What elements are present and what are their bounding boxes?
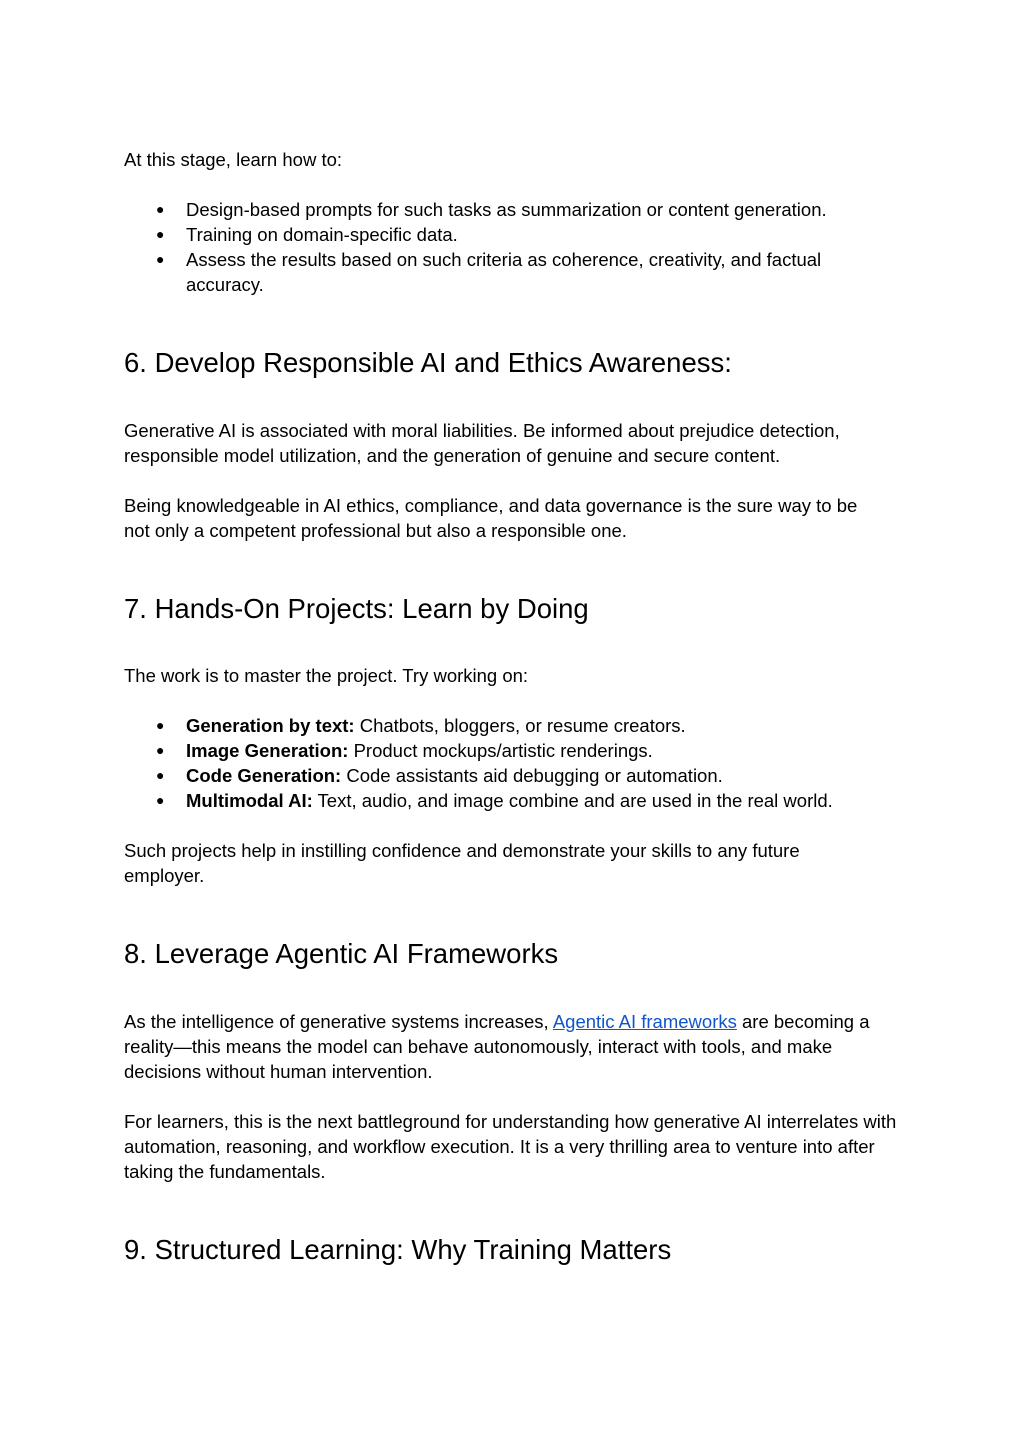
list-item: ● Assess the results based on such criteria as coherence, creativity, and factual accuracy. (156, 249, 822, 295)
section-7-outro: Such projects help in instilling confidence and demonstrate your skills to any future employer. (124, 840, 800, 886)
intro-text: At this stage, learn how to: (124, 149, 343, 170)
section-7-intro: The work is to master the project. Try working on: (124, 665, 529, 686)
section-8-heading: 8. Leverage Agentic AI Frameworks (124, 938, 559, 969)
bullet-icon: ● (156, 201, 165, 217)
bullet-icon: ● (156, 717, 165, 733)
list-item: ● Code Generation: Code assistants aid debugging or automation. (156, 765, 723, 786)
list-item: ● Training on domain-specific data. (156, 224, 458, 245)
list-item: ● Generation by text: Chatbots, bloggers, or resume creators. (156, 715, 686, 736)
section-7-heading: 7. Hands-On Projects: Learn by Doing (124, 593, 589, 624)
bullet-label: Image Generation: (186, 740, 349, 761)
bullet-icon: ● (156, 767, 165, 783)
intro-bullet-list (124, 197, 894, 297)
project-bullet-list (124, 713, 894, 813)
list-item: ● Design-based prompts for such tasks as summarization or content generation. (156, 199, 827, 220)
bullet-label: Multimodal AI: (186, 790, 313, 811)
section-9-heading: 9. Structured Learning: Why Training Matters (124, 1234, 672, 1265)
agentic-ai-frameworks-link[interactable]: Agentic AI frameworks (552, 1011, 737, 1032)
list-item: ● Multimodal AI: Text, audio, and image combine and are used in the real world. (156, 790, 833, 811)
bullet-icon: ● (156, 251, 165, 267)
section-6-heading: 6. Develop Responsible AI and Ethics Awareness: (124, 347, 732, 378)
bullet-icon: ● (156, 226, 165, 242)
bullet-icon: ● (156, 792, 165, 808)
section-6-paragraph-1: Generative AI is associated with moral liabilities. Be informed about prejudice detection, responsible model utilization, and the generation of genuine and secure content. (124, 420, 840, 466)
bullet-label: Code Generation: (186, 765, 342, 786)
list-item: ● Image Generation: Product mockups/artistic renderings. (156, 740, 653, 761)
bullet-label: Generation by text: (186, 715, 355, 736)
bullet-icon: ● (156, 742, 165, 758)
section-8-paragraph-1: As the intelligence of generative systems increases, Agentic AI frameworks are becoming a reality—this means the model can behave autonomously, interact with tools, and make decisions without human intervention. (124, 1011, 870, 1082)
section-8-paragraph-2: For learners, this is the next battleground for understanding how generative AI interrelates with automation, reasoning, and workflow execution. It is a very thrilling area to venture into after taking the fundamentals. (124, 1111, 897, 1182)
section-6-paragraph-2: Being knowledgeable in AI ethics, compliance, and data governance is the sure way to be not only a competent professional but also a responsible one. (124, 495, 858, 541)
